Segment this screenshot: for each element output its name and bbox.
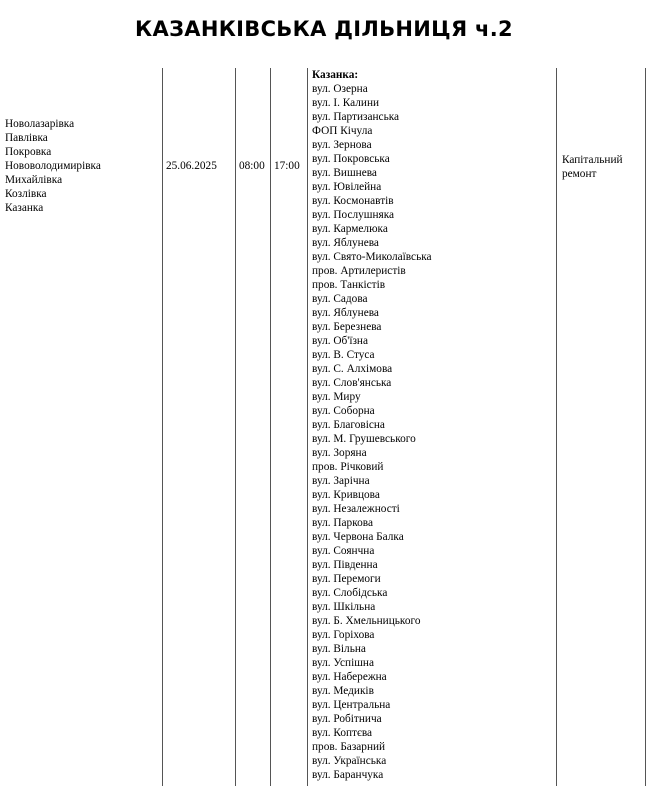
street-item: пров. Артилеристів [312,265,406,277]
settlement-name: Козлівка [5,188,47,200]
street-item: вул. Зарічна [312,475,370,487]
street-item: пров. Базарний [312,741,386,753]
street-item: вул. Зоряна [312,447,367,459]
street-item: пров. Річковий [312,461,384,473]
street-item: вул. Садова [312,293,368,305]
street-item: вул. Ювілейна [312,181,382,193]
street-item: вул. Зернова [312,139,372,151]
settlement-name: Новолазарівка [5,118,75,130]
street-item: вул. М. Грушевського [312,433,416,445]
street-item: вул. Вільна [312,643,366,655]
street-item: пров. Танкістів [312,279,386,291]
reason-line: Капітальний [562,154,623,166]
street-item: вул. Набережна [312,671,387,683]
street-item: вул. Космонавтів [312,195,394,207]
street-item: вул. Соборна [312,405,375,417]
street-item: вул. Перемоги [312,573,381,585]
outage-reason [562,153,623,181]
column-divider [270,68,271,786]
settlements-cell [5,117,101,215]
settlement-name: Нововолодимирівка [5,160,101,172]
column-divider [645,68,646,786]
street-item: вул. Незалежності [312,503,400,515]
street-item: вул. Слобідська [312,587,388,599]
streets-header: Казанка: [312,69,359,81]
street-item: вул. Покровська [312,153,390,165]
street-item: вул. Благовісна [312,419,385,431]
outage-date: 25.06.2025 [166,160,217,172]
street-item: вул. Партизанська [312,111,400,123]
streets-cell [312,68,432,782]
page-title: КАЗАНКІВСЬКА ДІЛЬНИЦЯ ч.2 [135,17,513,41]
street-item: вул. Південна [312,559,378,571]
settlement-name: Покровка [5,146,52,158]
settlement-name: Казанка [5,202,44,214]
street-item: вул. Вишнева [312,167,377,179]
street-item: вул. Кармелюка [312,223,388,235]
time-from: 08:00 [239,160,265,172]
reason-line: ремонт [562,168,597,180]
street-item: вул. Успішна [312,657,374,669]
street-item: вул. Березнева [312,321,382,333]
street-item: вул. Яблунева [312,307,379,319]
street-item: вул. Баранчука [312,769,384,781]
street-item: вул. Горіхова [312,629,375,641]
outage-table [0,68,648,786]
street-item: вул. Коптєва [312,727,373,739]
settlement-name: Павлівка [5,132,48,144]
street-item: вул. Соянчна [312,545,375,557]
street-item: вул. С. Алхімова [312,363,393,375]
street-item: вул. Озерна [312,83,368,95]
street-item: ФОП Кічула [312,125,373,137]
street-item: вул. Шкільна [312,601,376,613]
street-item: вул. В. Стуса [312,349,375,361]
street-item: вул. Свято-Миколаївська [312,251,432,263]
column-divider [556,68,557,786]
time-to: 17:00 [274,160,300,172]
column-divider [307,68,308,786]
street-item: вул. Робітнича [312,713,382,725]
street-item: вул. Українська [312,755,387,767]
street-item: вул. Послушняка [312,209,395,221]
settlement-name: Михайлівка [5,174,63,186]
street-item: вул. Медиків [312,685,374,697]
street-item: вул. Кривцова [312,489,380,501]
street-item: вул. І. Калини [312,97,380,109]
column-divider [162,68,163,786]
street-item: вул. Миру [312,391,361,403]
street-item: вул. Центральна [312,699,391,711]
column-divider [235,68,236,786]
street-item: вул. Паркова [312,517,373,529]
street-item: вул. Слов'янська [312,377,392,389]
street-item: вул. Об'їзна [312,335,368,347]
street-item: вул. Червона Балка [312,531,404,543]
street-item: вул. Яблунева [312,237,379,249]
street-item: вул. Б. Хмельницького [312,615,421,627]
